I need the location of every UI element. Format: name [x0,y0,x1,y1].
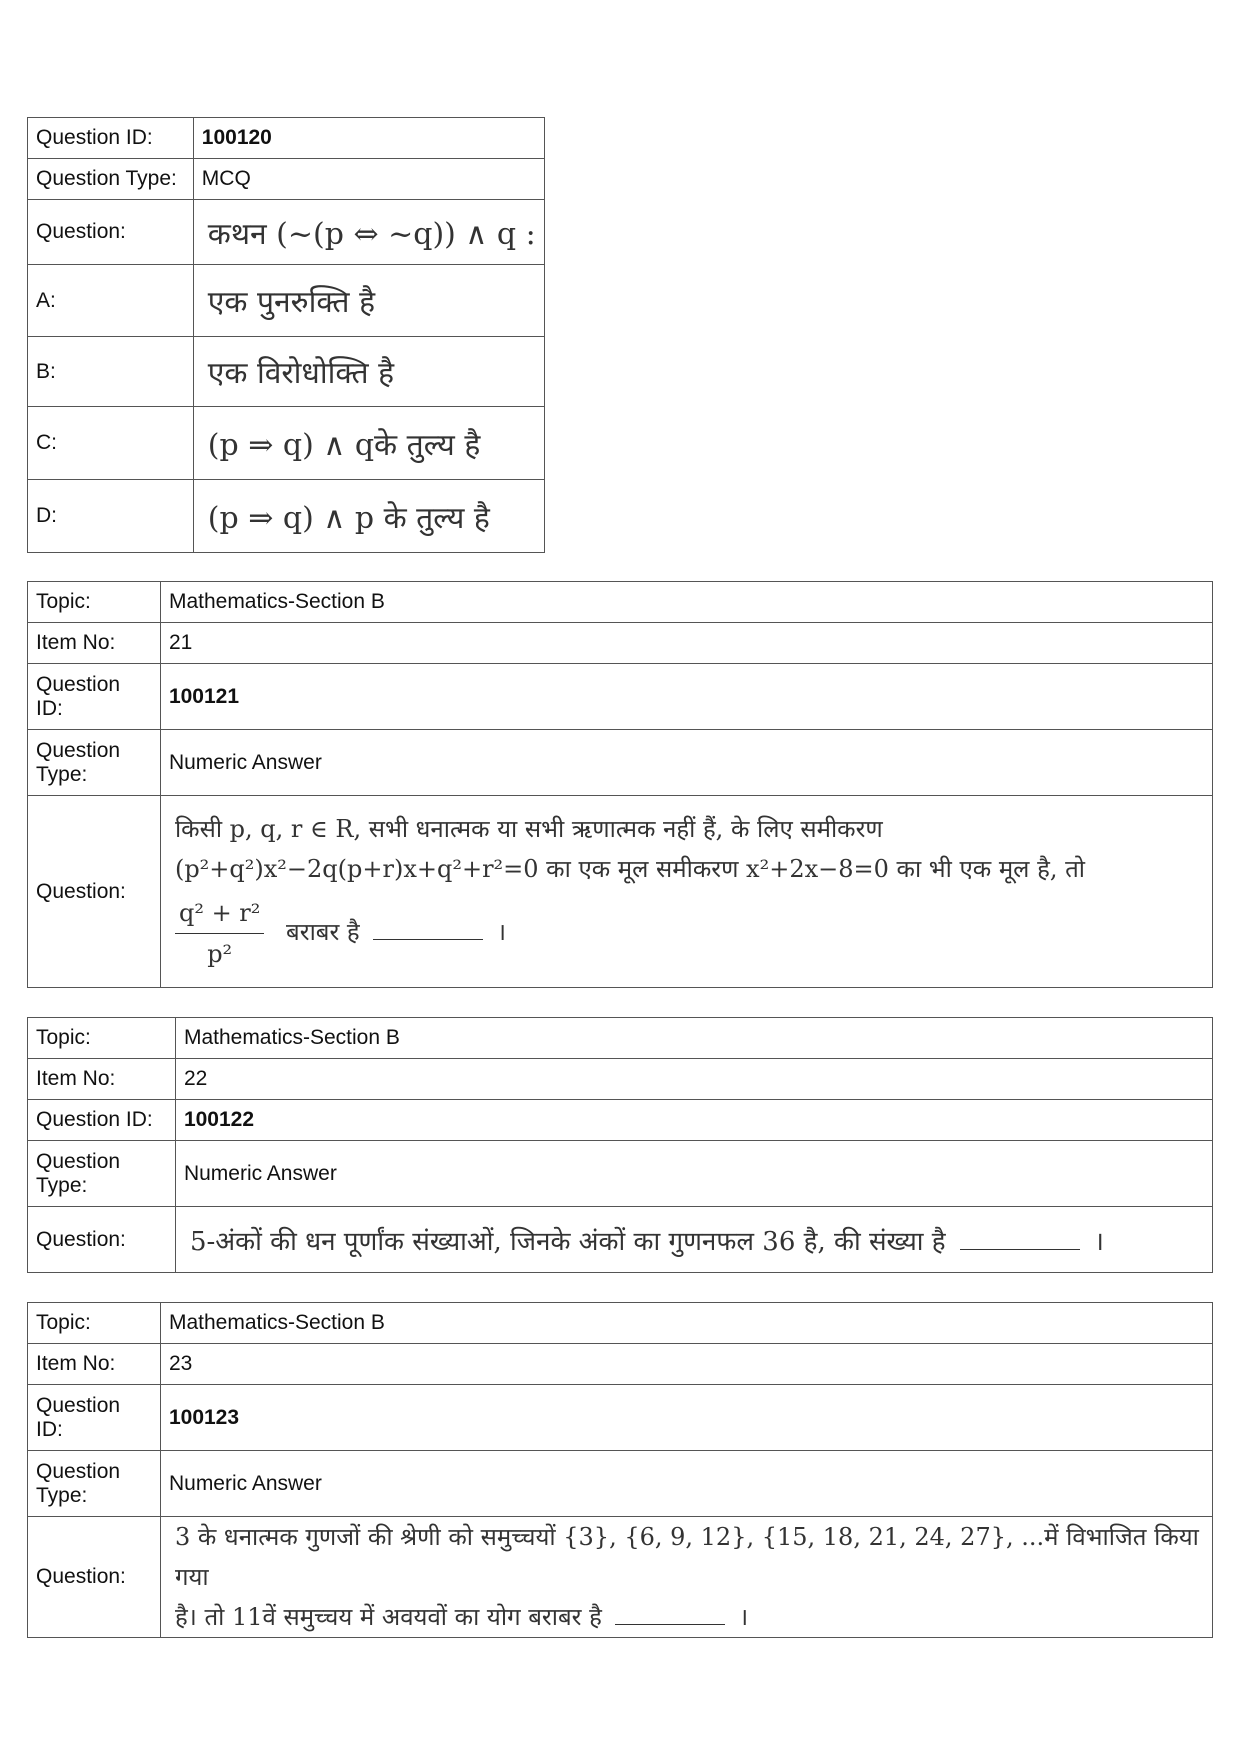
topic-value: Mathematics-Section B [160,1303,1212,1344]
topic-label: Topic: [28,582,161,623]
question-id-label: Question ID: [28,118,194,159]
question-line-2-text: है। तो 11वें समुच्चय में अवयवों का योग बराबर है [174,1603,602,1631]
topic-label: Topic: [28,1303,161,1344]
danda: । [496,918,507,946]
question-table-3 [27,1017,1213,1273]
question-id-value: 100120 [193,118,544,159]
option-b-label: B: [28,337,194,407]
fraction [175,893,264,974]
question-line-2: (p²+q²)x²−2q(p+r)x+q²+r²=0 का एक मूल समीकरण x²+2x−8=0 का भी एक मूल है, तो [174,855,1085,883]
question-type-label: Question Type: [28,730,161,796]
question-type-label: Question Type: [28,1141,176,1207]
item-no-label: Item No: [28,1344,161,1385]
question-id-label: Question ID: [28,1100,176,1141]
answer-blank [615,1604,725,1625]
question-type-label: Question Type: [28,1451,161,1517]
item-no-value: 23 [160,1344,1212,1385]
item-no-label: Item No: [28,1059,176,1100]
option-c-label: C: [28,407,194,480]
topic-label: Topic: [28,1018,176,1059]
topic-value: Mathematics-Section B [175,1018,1212,1059]
question-id-value: 100121 [160,664,1212,730]
question-text [175,1207,1212,1273]
question-type-value: Numeric Answer [160,730,1212,796]
question-line-1: 3 के धनात्मक गुणजों की श्रेणी को समुच्चयों {3}, {6, 9, 12}, {15, 18, 21, 24, 27}, ...में विभाजित किया गया [174,1523,1199,1591]
fraction-denominator: p² [207,940,233,968]
question-text: कथन (~(p ⇔ ~q)) ∧ q : [193,200,544,265]
question-label: Question: [28,1517,161,1638]
question-label: Question: [28,796,161,988]
question-id-label: Question ID: [28,1385,161,1451]
question-text [160,1517,1212,1638]
question-line-3 [175,893,1204,974]
question-type-value: Numeric Answer [175,1141,1212,1207]
danda: । [739,1603,749,1631]
question-table-2 [27,581,1213,988]
question-line-1: किसी p, q, r ∈ R, सभी धनात्मक या सभी ऋणात्मक नहीं हैं, के लिए समीकरण [174,815,883,843]
answer-blank [960,1229,1080,1250]
question-id-value: 100123 [160,1385,1212,1451]
question-line-2 [175,1597,1204,1637]
question-body: 5-अंकों की धन पूर्णांक संख्याओं, जिनके अंकों का गुणनफल 36 है, की संख्या है [189,1226,946,1257]
item-no-label: Item No: [28,623,161,664]
fraction-numerator: q² + r² [175,893,264,934]
option-d-label: D: [28,480,194,553]
topic-value: Mathematics-Section B [160,582,1212,623]
question-table-1 [27,117,545,553]
question-label: Question: [28,1207,176,1273]
question-type-value: Numeric Answer [160,1451,1212,1517]
question-line-3-text: बराबर है [286,918,360,946]
option-b-text: एक विरोधोक्ति है [193,337,544,407]
option-c-text: (p ⇒ q) ∧ qके तुल्य है [193,407,544,480]
question-text [160,796,1212,988]
option-a-text: एक पुनरुक्ति है [193,265,544,337]
question-label: Question: [28,200,194,265]
question-type-value: MCQ [193,159,544,200]
option-a-label: A: [28,265,194,337]
item-no-value: 22 [175,1059,1212,1100]
option-d-text: (p ⇒ q) ∧ p के तुल्य है [193,480,544,553]
question-type-label: Question Type: [28,159,194,200]
question-id-label: Question ID: [28,664,161,730]
item-no-value: 21 [160,623,1212,664]
question-id-value: 100122 [175,1100,1212,1141]
answer-blank [373,919,483,940]
danda: । [1094,1226,1104,1257]
question-table-4 [27,1302,1213,1638]
